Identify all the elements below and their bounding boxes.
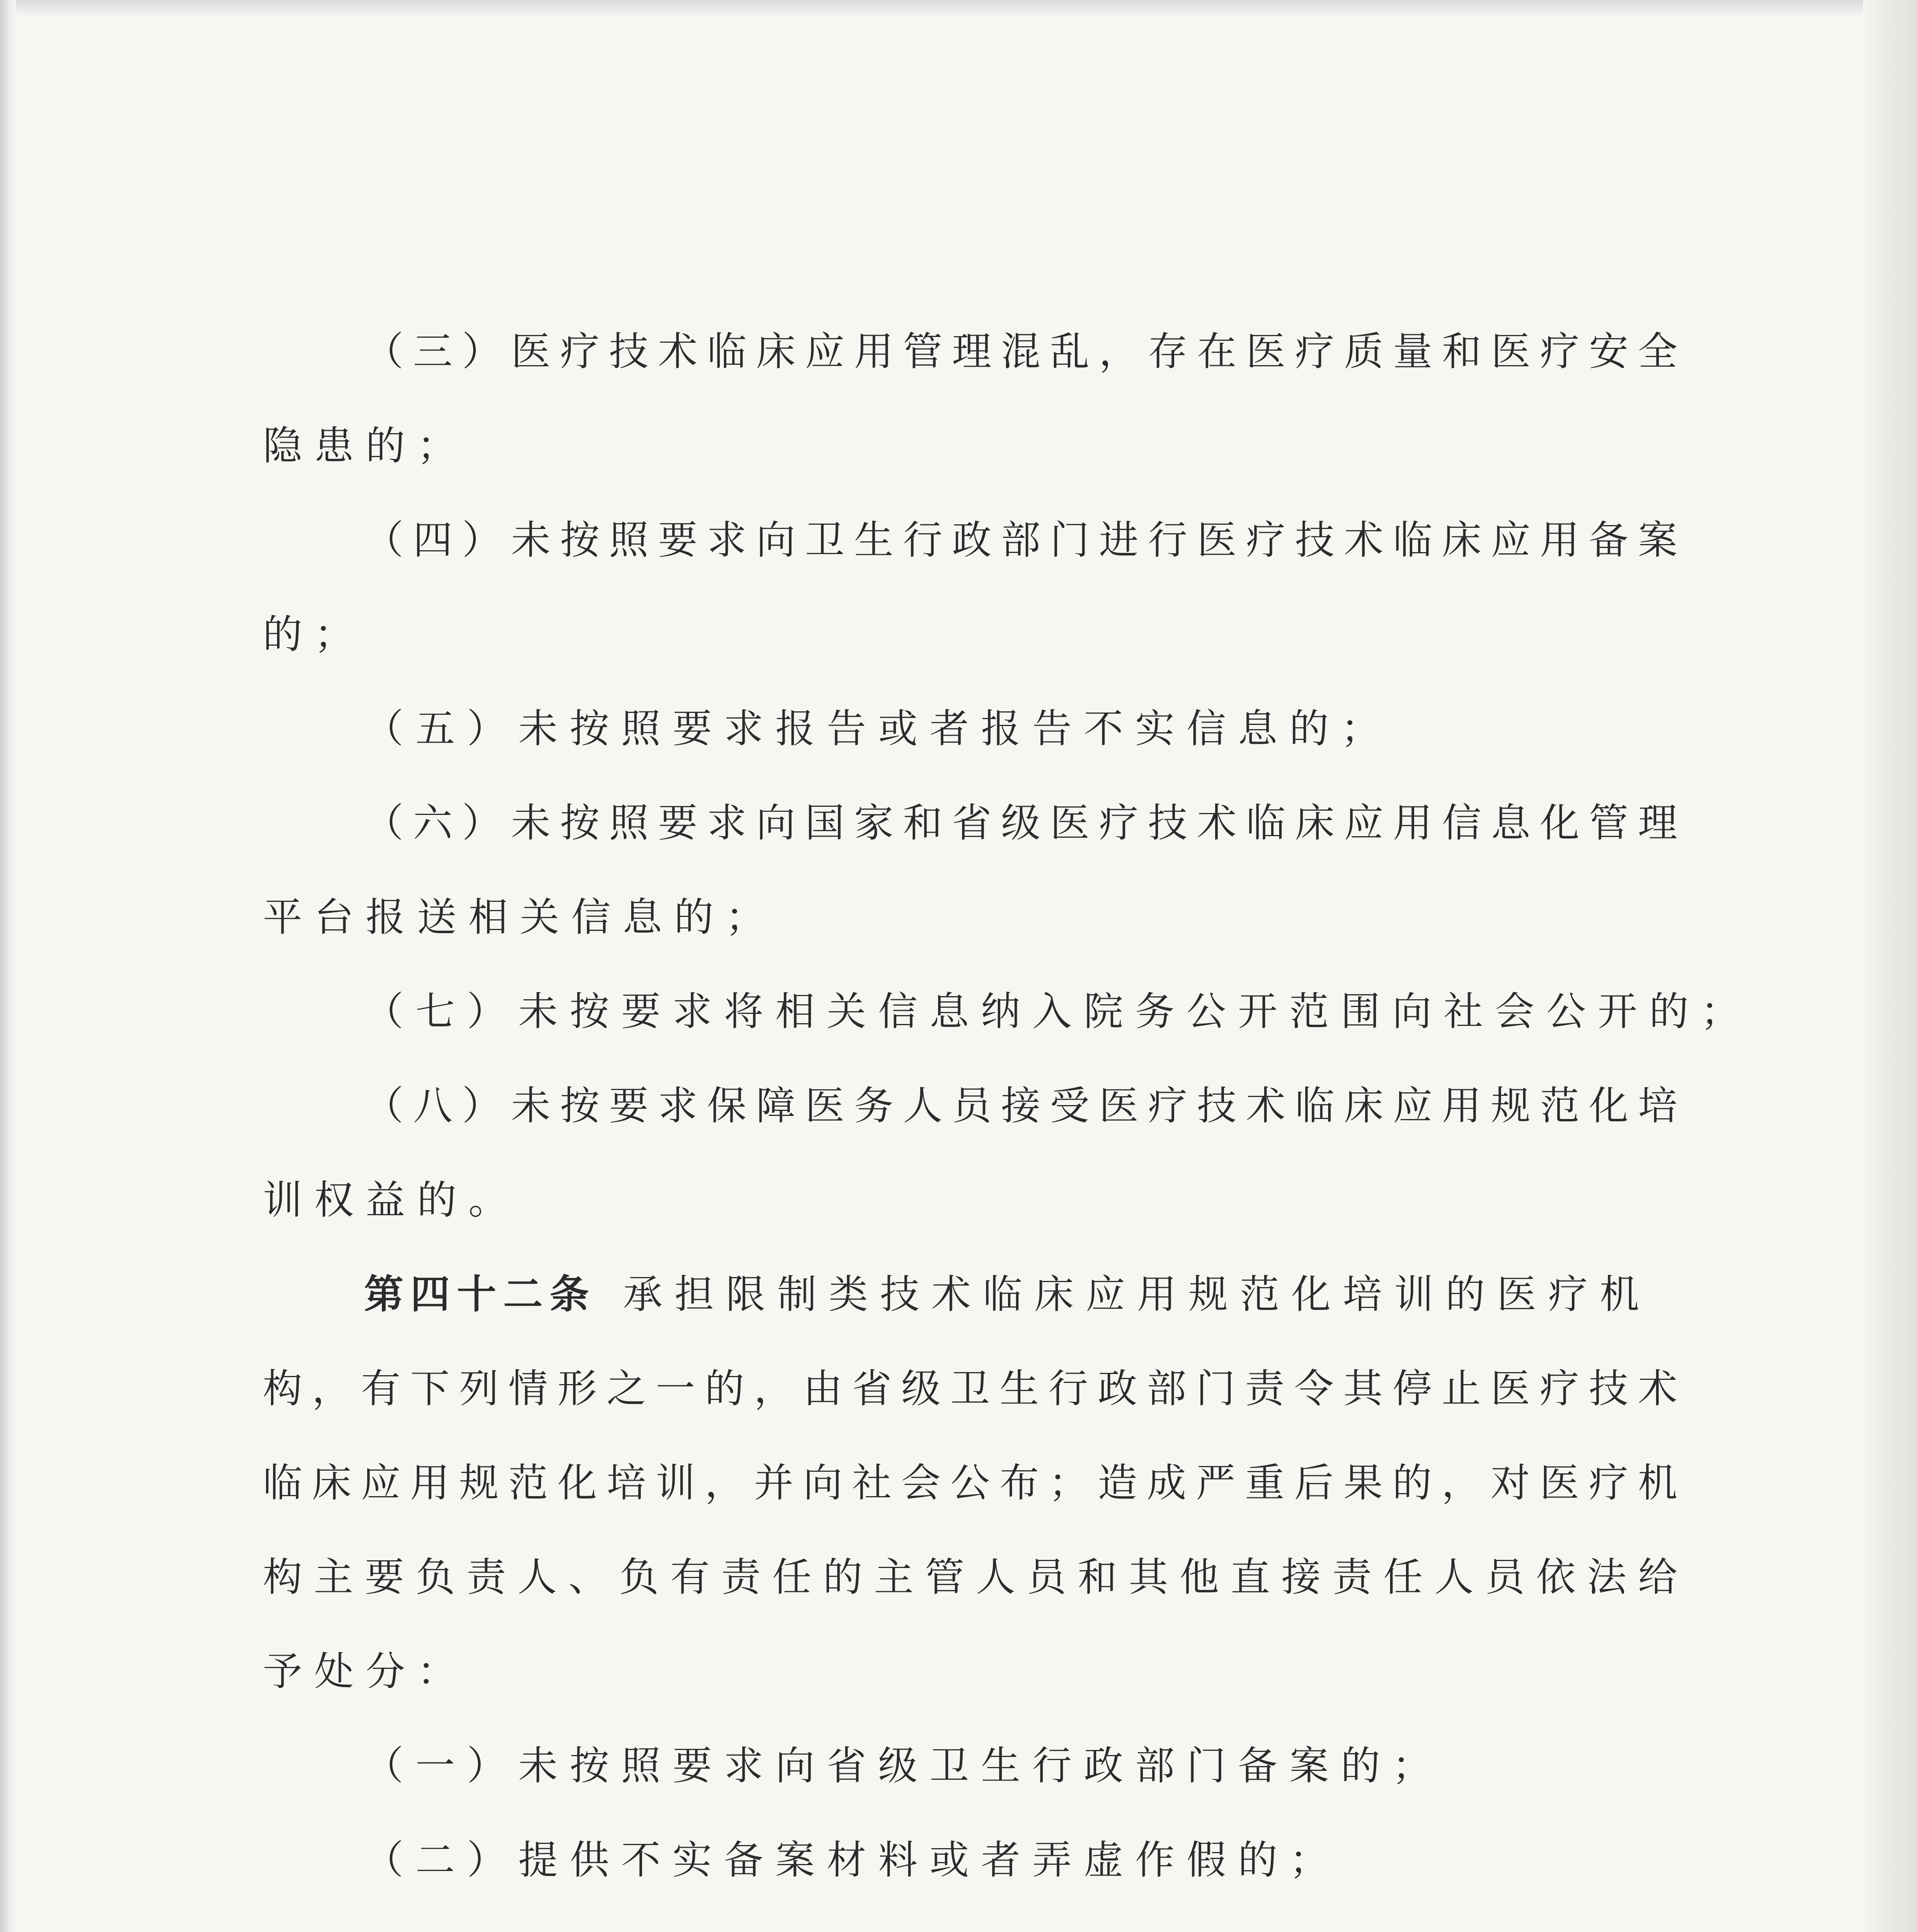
text-line bbox=[263, 1460, 1677, 1558]
text-line bbox=[263, 612, 1677, 709]
text-line bbox=[263, 1177, 1677, 1275]
text-line bbox=[263, 800, 1677, 898]
line-text: 构，有下列情形之一的，由省级卫生行政部门责令其停止医疗技术 bbox=[263, 1366, 1677, 1412]
article-heading: 第四十二条 bbox=[364, 1272, 596, 1318]
line-text: 予处分： bbox=[263, 1649, 468, 1695]
text-line bbox=[263, 1083, 1677, 1181]
text-line bbox=[263, 1649, 1677, 1747]
text-line bbox=[263, 423, 1677, 521]
line-text: 隐患的； bbox=[263, 423, 468, 469]
text-line bbox=[263, 989, 1752, 1087]
body-text bbox=[263, 329, 1752, 1932]
text-line bbox=[263, 1366, 1677, 1464]
text-line bbox=[263, 1554, 1677, 1652]
scan-edge-left bbox=[0, 0, 16, 1932]
text-line bbox=[263, 895, 1677, 992]
text-line bbox=[263, 1837, 1677, 1932]
text-line bbox=[263, 706, 1677, 804]
line-text: （二）提供不实备案材料或者弄虚作假的； bbox=[364, 1837, 1341, 1883]
line-text: 临床应用规范化培训，并向社会公布；造成严重后果的，对医疗机 bbox=[263, 1460, 1677, 1506]
scan-edge-right bbox=[1863, 0, 1917, 1932]
line-text: 平台报送相关信息的； bbox=[263, 895, 777, 940]
scan-edge-top bbox=[0, 0, 1917, 15]
line-text: （三）医疗技术临床应用管理混乱，存在医疗质量和医疗安全 bbox=[364, 329, 1677, 375]
line-text: （四）未按照要求向卫生行政部门进行医疗技术临床应用备案 bbox=[364, 517, 1677, 563]
text-line bbox=[263, 329, 1677, 427]
text-line bbox=[263, 1743, 1677, 1841]
line-text: （七）未按要求将相关信息纳入院务公开范围向社会公开的； bbox=[364, 989, 1752, 1035]
line-text: （一）未按照要求向省级卫生行政部门备案的； bbox=[364, 1743, 1444, 1789]
line-text: （八）未按要求保障医务人员接受医疗技术临床应用规范化培 bbox=[364, 1083, 1677, 1129]
line-text: （五）未按照要求报告或者报告不实信息的； bbox=[364, 706, 1392, 752]
line-text: （六）未按照要求向国家和省级医疗技术临床应用信息化管理 bbox=[364, 800, 1677, 846]
article-line bbox=[263, 1272, 1677, 1369]
line-text: 的； bbox=[263, 612, 366, 658]
line-text: 构主要负责人、负有责任的主管人员和其他直接责任人员依法给 bbox=[263, 1554, 1677, 1600]
text-line bbox=[263, 517, 1677, 615]
line-text: 训权益的。 bbox=[263, 1177, 520, 1223]
line-text: 承担限制类技术临床应用规范化培训的医疗机 bbox=[623, 1272, 1651, 1318]
